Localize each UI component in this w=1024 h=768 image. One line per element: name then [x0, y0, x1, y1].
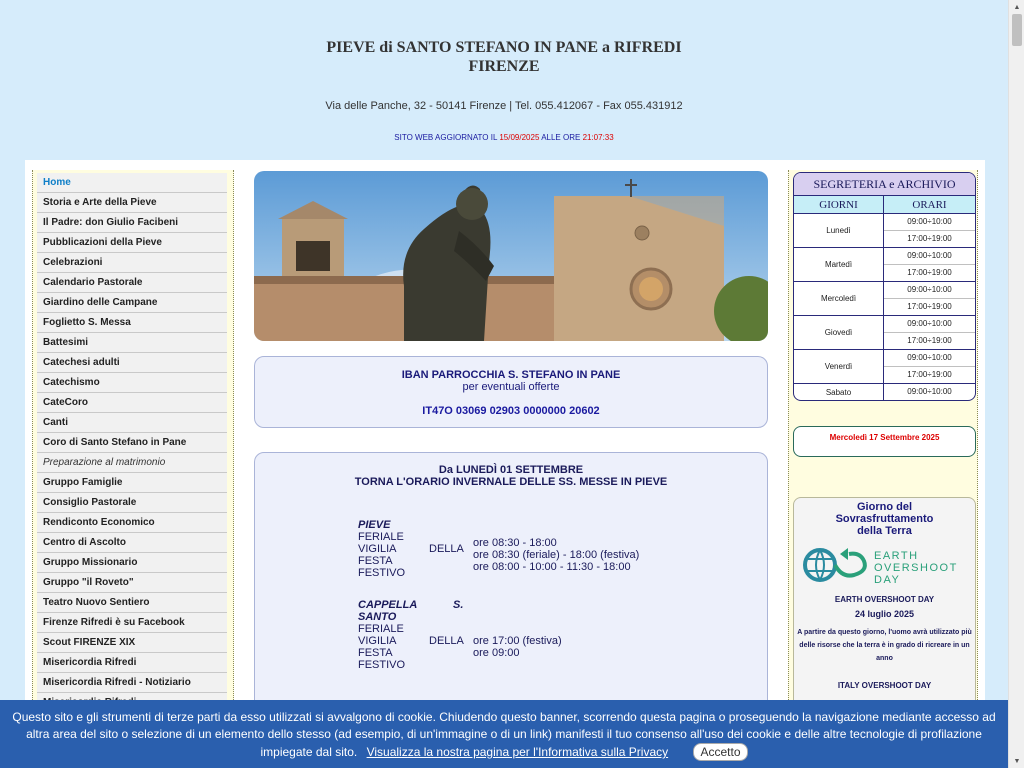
office-header-row: GIORNI ORARI — [794, 195, 975, 213]
menu-item[interactable]: Consiglio Pastorale — [37, 493, 227, 513]
office-day: Lunedì — [794, 214, 884, 247]
office-hour-slot: 17:00÷19:00 — [884, 366, 975, 383]
office-row — [794, 383, 975, 400]
office-day: Venerdì — [794, 350, 884, 383]
logo-text-overshoot: OVERSHOOT — [874, 562, 958, 574]
menu-item[interactable]: Misericordia Rifredi — [37, 653, 227, 673]
mass-place-cappella: CAPPELLA S. — [358, 599, 464, 611]
office-hours — [884, 248, 975, 281]
menu-item[interactable]: Canti — [37, 413, 227, 433]
logo-text-day: DAY — [874, 574, 901, 586]
content-area — [25, 160, 985, 768]
office-row — [794, 315, 975, 349]
privacy-policy-link[interactable]: Visualizza la nostra pagina per l'Informativa sulla Privacy — [366, 745, 669, 759]
updated-date: 15/09/2025 — [499, 133, 540, 142]
office-hours-table — [793, 172, 976, 401]
logo-text-earth: EARTH — [874, 550, 919, 562]
mass-schedule-heading: Da LUNEDÌ 01 SETTEMBRE TORNA L'ORARIO INVERNALE DELLE SS. MESSE IN PIEVE — [354, 464, 668, 488]
menu-item[interactable]: Centro di Ascolto — [37, 533, 227, 553]
menu-item[interactable]: Gruppo Missionario — [37, 553, 227, 573]
office-hour-slot: 17:00÷19:00 — [884, 230, 975, 247]
iban-subtitle: per eventuali offerte — [462, 381, 560, 393]
updated-time: 21:07:33 — [582, 133, 614, 142]
menu-item[interactable]: Misericordia Rifredi - Notiziario — [37, 673, 227, 693]
cookie-text: Questo sito e gli strumenti di terze parti da esso utilizzati si avvalgono di cookie. Chiudendo questo banner, scorrendo questa pagina o proseguendo la navigazione mediante accesso ad altra area del sito o selezione di un elemento dello stesso (ad esempio, di un'immagine o di un link) manifesti il tuo consenso all'uso dei cookie e delle altre tecnologie di profilazione impiegate dal sito. — [12, 710, 996, 759]
menu-item[interactable]: Home — [37, 173, 227, 193]
office-hour-slot: 09:00÷10:00 — [907, 217, 952, 226]
iban-box — [254, 356, 768, 428]
church-statue-photo — [254, 171, 768, 341]
office-row — [794, 281, 975, 315]
menu-item[interactable]: Battesimi — [37, 333, 227, 353]
accept-cookies-button[interactable]: Accetto — [693, 743, 747, 761]
site-title — [0, 38, 1008, 76]
overshoot-date: 24 luglio 2025 — [854, 609, 915, 619]
menu-item[interactable]: Giardino delle Campane — [37, 293, 227, 313]
office-hours — [884, 316, 975, 349]
menu-item[interactable]: Catechismo — [37, 373, 227, 393]
menu-item[interactable]: Gruppo "il Roveto" — [37, 573, 227, 593]
office-day: Martedì — [794, 248, 884, 281]
office-hour-slot: 17:00÷19:00 — [884, 264, 975, 281]
hero-image — [254, 171, 768, 341]
iban-title: IBAN PARROCCHIA S. STEFANO IN PANE — [401, 369, 621, 381]
office-rows — [794, 213, 975, 400]
office-day: Mercoledì — [794, 282, 884, 315]
earth-overshoot-logo-icon — [794, 541, 977, 589]
office-row — [794, 349, 975, 383]
office-hour-slot: 09:00÷10:00 — [907, 387, 952, 396]
menu-item[interactable]: Teatro Nuovo Sentiero — [37, 593, 227, 613]
office-hours — [884, 384, 975, 400]
today-date-box: Mercoledì 17 Settembre 2025 — [793, 426, 976, 457]
office-hours — [884, 282, 975, 315]
menu-item[interactable]: Calendario Pastorale — [37, 273, 227, 293]
office-hour-slot: 09:00÷10:00 — [907, 251, 952, 260]
menu-item[interactable]: Storia e Arte della Pieve — [37, 193, 227, 213]
main-menu — [37, 173, 227, 713]
menu-item[interactable]: Gruppo Famiglie — [37, 473, 227, 493]
office-hour-slot: 09:00÷10:00 — [907, 319, 952, 328]
mass-schedule-box: Da LUNEDÌ 01 SETTEMBRE TORNA L'ORARIO INVERNALE DELLE SS. MESSE IN PIEVE PIEVE FERIALE VIGILIA FESTA FESTIVO DELLA ore 08:30 - 18:00 ore 08:30 (feriale) - 18:00 (festiva) ore 08:00 - 10:00 - 11:30 - 18:00 CAPPELLA S. SANTO FERIALE VIGILIA FESTA FESTIVO DELLA ore 17:00 (festiva) ore 09:00 — [254, 452, 768, 768]
main-column — [254, 171, 768, 768]
menu-item[interactable]: Scout FIRENZE XIX — [37, 633, 227, 653]
menu-item[interactable]: Preparazione al matrimonio — [37, 453, 227, 473]
office-title: SEGRETERIA e ARCHIVIO — [794, 173, 975, 195]
site-title-line1: PIEVE di SANTO STEFANO IN PANE a RIFREDI — [326, 39, 682, 56]
overshoot-subtitle: EARTH OVERSHOOT DAY — [834, 595, 935, 604]
office-day: Sabato — [794, 384, 884, 400]
menu-item[interactable]: Pubblicazioni della Pieve — [37, 233, 227, 253]
office-hour-slot: 17:00÷19:00 — [884, 332, 975, 349]
menu-item[interactable]: CateCoro — [37, 393, 227, 413]
menu-item[interactable]: Catechesi adulti — [37, 353, 227, 373]
office-hours — [884, 350, 975, 383]
office-day: Giovedì — [794, 316, 884, 349]
office-hours — [884, 214, 975, 247]
earth-overshoot-logo — [794, 541, 975, 589]
menu-item[interactable]: Coro di Santo Stefano in Pane — [37, 433, 227, 453]
mass-place-pieve: PIEVE — [358, 519, 391, 531]
overshoot-text: A partire da questo giorno, l'uomo avrà utilizzato più delle risorse che la terra è in grado di ricreare in un anno — [797, 629, 972, 662]
scroll-down-icon[interactable]: ▼ — [1013, 757, 1021, 765]
menu-item[interactable]: Celebrazioni — [37, 253, 227, 273]
office-hour-slot: 09:00÷10:00 — [907, 353, 952, 362]
office-hour-slot: 09:00÷10:00 — [907, 285, 952, 294]
office-row — [794, 213, 975, 247]
scroll-up-icon[interactable]: ▲ — [1013, 3, 1021, 11]
cookie-banner — [0, 700, 1008, 768]
scroll-thumb[interactable] — [1012, 14, 1022, 46]
site-title-line2: FIRENZE — [468, 58, 540, 75]
office-row — [794, 247, 975, 281]
vertical-scrollbar[interactable] — [1008, 0, 1024, 768]
right-sidebar — [788, 170, 978, 768]
iban-code: IT47O 03069 02903 0000000 20602 — [422, 405, 600, 417]
italy-overshoot-title: ITALY OVERSHOOT DAY — [837, 681, 932, 690]
office-hour-slot: 17:00÷19:00 — [884, 298, 975, 315]
menu-item[interactable]: Il Padre: don Giulio Facibeni — [37, 213, 227, 233]
overshoot-title: Giorno del Sovrasfruttamento della Terra — [835, 501, 934, 537]
menu-item[interactable]: Firenze Rifredi è su Facebook — [37, 613, 227, 633]
left-sidebar — [32, 170, 234, 768]
menu-item[interactable]: Rendiconto Economico — [37, 513, 227, 533]
site-updated: SITO WEB AGGIORNATO IL 15/09/2025 ALLE ORE 21:07:33 — [394, 133, 614, 142]
menu-item[interactable]: Foglietto S. Messa — [37, 313, 227, 333]
site-address: Via delle Panche, 32 - 50141 Firenze | Tel. 055.412067 - Fax 055.431912 — [325, 100, 683, 112]
